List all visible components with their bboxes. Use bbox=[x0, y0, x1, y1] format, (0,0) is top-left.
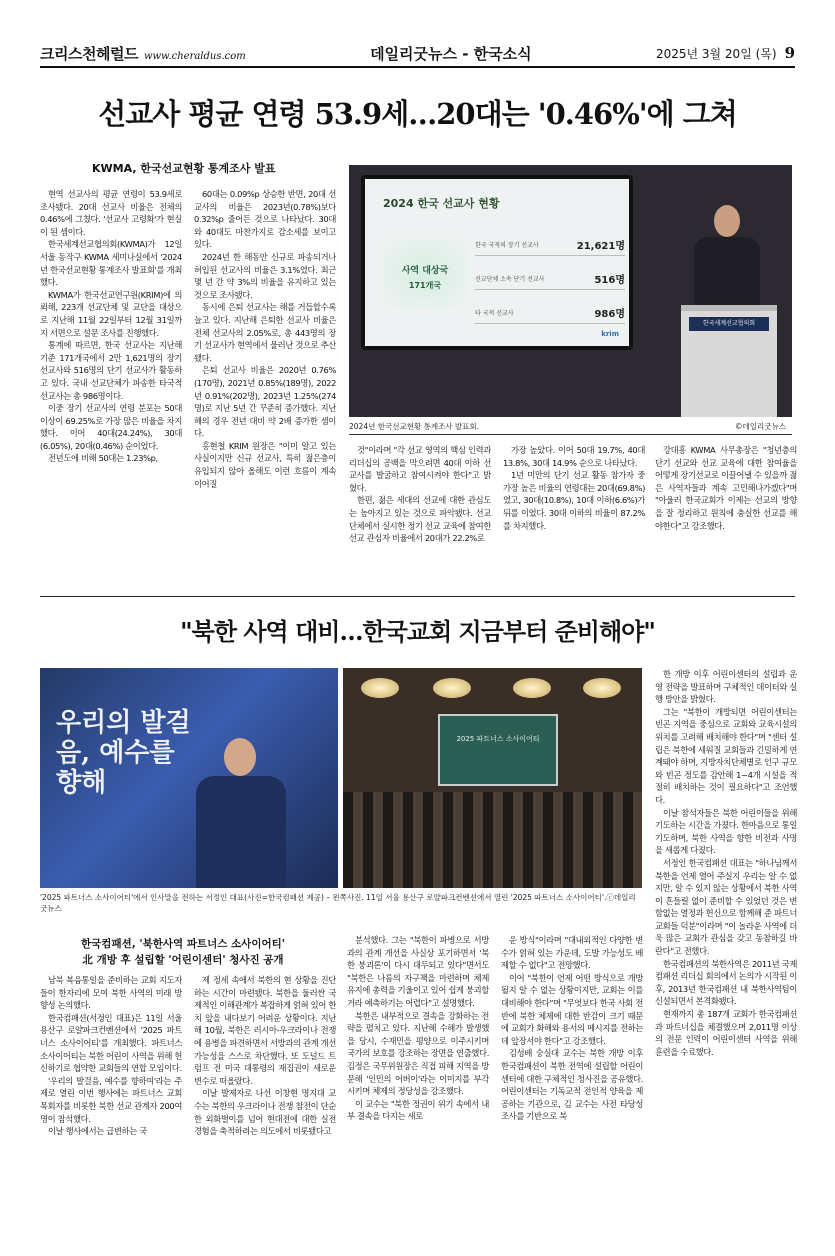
article1-caption: 2024년 한국선교현황 통계조사 발표회. bbox=[349, 422, 480, 431]
issue-date: 2025년 3월 20일 (목) bbox=[655, 47, 777, 61]
paragraph: 동시에 은퇴 선교사는 해를 거듭할수록 늘고 있다. 지난해 은퇴한 선교사 비율은 전체 선교사의 2.05%로, 총 443명의 장기 선교사가 현역에서 물러난 것으로 추산됐다. bbox=[194, 302, 336, 363]
article2-subhead: 한국컴패션, '북한사역 파트너스 소사이어티' 北 개방 후 설립할 '어린이센터' 청사진 공개 bbox=[81, 938, 285, 966]
paragraph: 한국세계선교협의회(KWMA)가 12일 서울 동작구 KWMA 세미나실에서 '2024년 한국선교현황 통계조사 발표회'를 개최했다. bbox=[40, 239, 182, 288]
article2-photo-right bbox=[343, 668, 642, 888]
article1-subhead: KWMA, 한국선교현황 통계조사 발표 bbox=[92, 162, 276, 175]
page-number: 9 bbox=[784, 44, 795, 62]
article1-col1 bbox=[40, 188, 182, 582]
paragraph: 현재까지 총 187개 교회가 한국컴패션과 파트너십을 체결했으며 2,011명 이상의 전문 인력이 어린이센터 사역을 위해 훈련을 수료했다. bbox=[655, 1009, 797, 1057]
paragraph: 은퇴 선교사 비율은 2020년 0.76%(170명), 2021년 0.85%(189명), 2022년 0.91%(202명), 2023년 1.25%(274명)로 지난 5년 간 꾸준히 증가했다. 지난해의 경우 전년 대비 약 2배 증가한 셈이다. bbox=[194, 365, 336, 439]
paragraph: 통계에 따르면, 한국 선교사는 지난해 기준 171개국에서 2만 1,621명의 장기 선교사와 516명의 단기 선교사가 활동하고 있다. 국내 선교단체가 파송한 타국적 선교사는 총 986명이다. bbox=[40, 340, 182, 401]
podium-sign: 한국세계선교협의회 bbox=[689, 317, 769, 331]
article1-headline: 선교사 평균 연령 53.9세…20대는 '0.46%'에 그쳐 bbox=[98, 97, 737, 131]
site-url[interactable]: www.cheraldus.com bbox=[143, 50, 246, 62]
paragraph: 그는 "북한이 개방되면 어린이센터는 빈곤 지역을 중심으로 교회와 교육시설의 위치를 고려해 배치해야 한다"며 "센터 설립은 북한에 세워질 교회들과 긴밀하게 연계돼야 하며, 지방자치단체별로 인구 규모와 빈곤 정도를 감안해 1~4개 시설을 적절히 배치하는 것이 필요하다"고 조언했다. bbox=[655, 706, 797, 805]
paragraph: 전년도에 비해 50대는 1.23%p, bbox=[48, 453, 158, 464]
paragraph: 운 방식"이라며 "대내외적인 다양한 변수가 얽혀 있는 가운데, 도발 가능성도 배제할 수 없다"고 전망했다. bbox=[501, 935, 643, 971]
paragraph: 한국컴패션(서정인 대표)은 11일 서울 용산구 로얄파크컨벤션에서 '2025 파트너스 소사이어티'를 개최했다. 파트너스 소사이어티는 북한 어린이 사역을 위해 헌신하기로 협약한 교회들의 연합 모임이다. bbox=[40, 1012, 182, 1074]
paragraph: 이중 장기 선교사의 연령 분포는 50대 이상이 69.25%로 가장 많은 비율을 차지했다. 이어 40대(24.24%), 30대(6.05%), 20대(0.46%) 순이었다. bbox=[40, 403, 182, 451]
paragraph: 분석했다. 그는 "북한이 파병으로 서방과의 관계 개선을 사실상 포기하면서 '북한 붕괴론'이 다시 대두되고 있다"면서도 "북한은 나름의 자구책을 마련하며 체제 유지에 총력을 기울이고 있어 쉽게 붕괴할거라 예측하기는 어렵다"고 설명했다. bbox=[347, 935, 489, 1008]
paragraph: 한 개방 이후 어린이센터의 설립과 운영 전략을 발표하며 구체적인 데이터와 실행 방안을 밝혔다. bbox=[655, 669, 797, 705]
speaker bbox=[684, 205, 770, 315]
paragraph: 이날 행사에서는 급변하는 국 bbox=[48, 1126, 147, 1137]
paragraph: 현역 선교사의 평균 연령이 53.9세로 조사됐다. 20대 선교사 비율은 전체의 0.46%에 그쳤다. '선교사 고령화'가 현실이 된 셈이다. bbox=[40, 189, 182, 237]
podium bbox=[681, 305, 777, 417]
paragraph: 서정인 한국컴패션 대표는 "하나님께서 북한을 언제 열어 주실지 우리는 알 수 없지만, 알 수 있지 않는 상황에서 북한 사역이 흔들릴 없이 준비할 수 있었던 것은 변함없는 열정과 헌신으로 함께해 준 파트너 교회들 덕분"이라며 "이 놀라운 사역에 더욱 많은 교회가 관심을 갖고 동참하길 바란다"고 전했다. bbox=[655, 857, 797, 957]
paragraph: 이어 "북한이 언제 어떤 방식으로 개방될지 알 수 없는 상황이지만, 교회는 이를 대비해야 한다"며 "무엇보다 한국 사회 전반에 북한 체제에 대한 반감이 크기 때문에 교회가 화해와 용서의 메시지를 전하는 데 앞장서야 한다"고 강조했다. bbox=[501, 972, 643, 1046]
article1-photo bbox=[349, 165, 792, 417]
article2-col5 bbox=[655, 668, 797, 1226]
target-countries bbox=[383, 239, 467, 309]
article1-col3 bbox=[349, 444, 491, 580]
screen-row: 선교단체 소속 단기 선교사 516명 bbox=[475, 271, 625, 290]
target-label: 사역 대상국 bbox=[401, 266, 449, 276]
paragraph: 이날 발제자로 나선 이창현 명지대 교수는 북한의 우크라이나 전쟁 참전이 단순한 외화벌이를 넘어 현대전에 대한 실전 경험을 축적하려는 의도에서 비롯됐다고 bbox=[194, 1088, 336, 1137]
paragraph: 이날 참석자들은 북한 어린이들을 위해 기도하는 시간을 가졌다. 한마음으로 통일 기도하며, 북한 사역을 향한 비전과 사명을 새롭게 다졌다. bbox=[655, 807, 797, 856]
paragraph: 2024년 한 해동안 신규로 파송되거나 허입된 선교사의 비율은 3.1%였다. 최근 몇 년 간 약 3%의 비율을 유지하고 있는 것으로 조사됐다. bbox=[194, 251, 336, 300]
paragraph: KWMA가 한국선교연구원(KRIM)에 의뢰해, 223개 선교단체 및 교단을 대상으로 지난해 11월 22일부터 12월 31일까지 서면으로 설문 조사를 진행했다. bbox=[40, 289, 182, 338]
paragraph: 제 정세 속에서 북한의 현 상황을 진단하는 시간이 마련됐다. 북한을 둘러싼 국제적인 이해관계가 복잡하게 얽혀 있어 한 치 앞을 내다보기 어려운 상황이다. 지난해 10월, 북한은 러시아-우크라이나 전쟁에 용병을 파견하면서 서방과의 관계 개선 가능성을 스스로 차단했다. 또 도널드 트럼프 전 미국 대통령의 재집권이 새로운 변수로 떠올랐다. bbox=[194, 975, 336, 1086]
paragraph: 것"이라며 "각 선교 영역의 핵심 인력과 리더십의 공백을 막으려면 40대 이하 선교사를 발굴하고 참여시켜야 한다"고 밝혔다. bbox=[349, 445, 491, 493]
article-divider bbox=[40, 596, 795, 597]
page-header bbox=[40, 40, 795, 68]
article2-caption: '2025 파트너스 소사이어티'에서 인사말을 전하는 서정인 대표(사진=한국컴패션 제공) – 왼쪽사진. 11일 서울 용산구 로얄파크컨벤션에서 열린 '2025 파트너스 소사이어티'.ⓒ데일리굿뉴스 bbox=[40, 893, 636, 913]
paragraph: 남북 복음통일을 준비하는 교회 지도자들이 한자리에 모여 북한 사역의 미래 방향성 논의했다. bbox=[40, 975, 182, 1011]
speaker bbox=[190, 738, 290, 888]
article1-col5 bbox=[655, 444, 797, 580]
screen-title: 2024 한국 선교사 현황 bbox=[383, 197, 500, 210]
brand-logo: krim bbox=[601, 330, 619, 338]
paragraph: 가장 높았다. 이어 50대 19.7%, 40대 13.8%, 30대 14.9% 순으로 나타났다. bbox=[503, 445, 645, 468]
article2-col4 bbox=[501, 934, 643, 1226]
paragraph: 김성배 숭실대 교수는 북한 개방 이후 한국컴패션이 북한 전역에 설립할 어린이센터에 대한 구체적인 청사진을 공유했다. 어린이센터는 기독교적 전인적 양육을 제공하는 기관으로, 김 교수는 사전 타당성 조사를 기반으로 북 bbox=[501, 1048, 643, 1122]
paragraph: 한편, 젊은 세대의 선교에 대한 관심도는 높아지고 있는 것으로 파악됐다. 선교단체에서 실시한 정기 선교 교육에 참여한 선교 관심자 비율에서 20대가 22.2%로 bbox=[349, 495, 491, 544]
article1-col4 bbox=[503, 444, 645, 580]
paragraph: 강대흥 KWMA 사무총장은 "청년층의 단기 선교와 선교 교육에 대한 참여율을 어떻게 장기선교로 이끌어낼 수 있을까 젊은 사역자들과 계속 고민해나가겠다"며 "아울러 한국교회가 이제는 선교의 방향을 잘 정리하고 원칙에 충실한 선교를 해야한다"고 강조했다. bbox=[655, 445, 797, 531]
article1-credit: ©데일리굿뉴스 bbox=[735, 422, 786, 431]
stage-backdrop-text: 우리의 발걸음, 예수를 향해 bbox=[56, 708, 191, 798]
paragraph: 홍현철 KRIM 원장은 "이미 알고 있는 사실이지만 신규 선교사, 특히 젊은층이 유입되지 않아 올해도 이런 흐름이 계속 이어질 bbox=[194, 440, 336, 489]
paragraph: 한국컴패션의 북한사역은 2011년 국제컴패션 리더십 회의에서 논의가 시작된 이후, 2013년 한국컴패션 내 북한사역팀이 신설되면서 본격화됐다. bbox=[655, 958, 797, 1007]
paragraph: 이 교수는 "북한 정권이 위기 속에서 내부 결속을 다지는 새로 bbox=[347, 1098, 489, 1122]
paragraph: 60대는 0.09%p 상승한 반면, 20대 선교사의 비율은 2023년(0.78%)보다 0.32%p 줄어든 것으로 나타났다. 30대와 40대도 마찬가지로 감소세를 보이고 있다. bbox=[194, 189, 336, 250]
paragraph: 북한은 내부적으로 결속을 강화하는 전략을 펼치고 있다. 지난해 수해가 발생했을 당시, 수재민을 평양으로 이주시키며 국가의 보호를 강조하는 장면을 연출했다. 김정은 국무위원장은 직접 피해 지역을 방문해 '인민의 어버이'라는 이미지를 부각시키며 체제의 정당성을 강조했다. bbox=[347, 1010, 489, 1097]
masthead-logo: 크리스천헤럴드 bbox=[40, 44, 138, 63]
paragraph: '우리의 발걸음, 예수를 향하여'라는 주제로 열린 이번 행사에는 파트너스 교회 목회자를 비롯한 북한 선교 관계자 200여 명이 참석했다. bbox=[40, 1075, 182, 1124]
screen-row: 타 국적 선교사 986명 bbox=[475, 305, 625, 324]
article2-headline: "북한 사역 대비…한국교회 지금부터 준비해야" bbox=[180, 617, 655, 646]
screen-row: 한국 국적의 장기 선교사 21,621명 bbox=[475, 237, 625, 256]
target-value: 171개국 bbox=[408, 281, 442, 290]
presentation-screen bbox=[361, 175, 633, 350]
article2-photo-left bbox=[40, 668, 338, 888]
section-title: 데일리굿뉴스 - 한국소식 bbox=[370, 44, 532, 63]
article2-col2 bbox=[194, 974, 336, 1226]
event-screen: 2025 파트너스 소사이어티 bbox=[438, 714, 558, 786]
article2-col1 bbox=[40, 974, 182, 1226]
audience bbox=[343, 792, 642, 888]
caption-rule bbox=[349, 434, 792, 435]
paragraph: 1년 미만의 단기 선교 활동 참가자 중 가장 높은 비율의 연령대는 20대(69.8%)였고, 30대(10.8%), 10대 이하(6.6%)가 뒤를 이었다. 30대 이하의 비율이 87.2%를 차지했다. bbox=[503, 470, 645, 531]
article2-col3 bbox=[347, 934, 489, 1226]
article1-col2 bbox=[194, 188, 336, 582]
